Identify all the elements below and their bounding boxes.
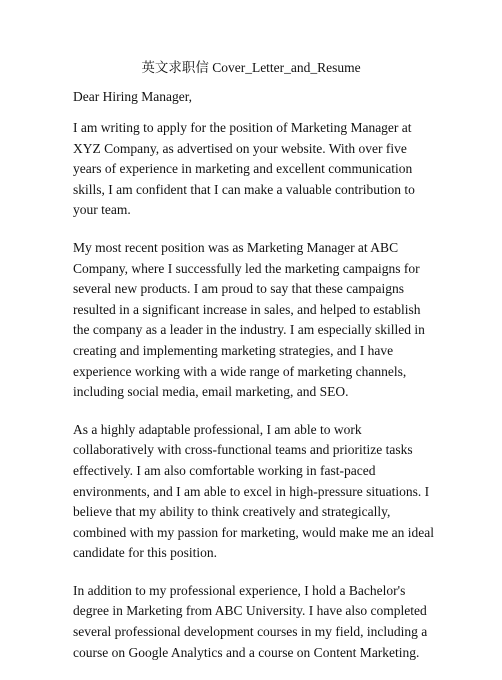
text-line: believe that my ability to think creatively and strategically,	[73, 504, 391, 520]
text-line: Company, where I successfully led the marketing campaigns for	[73, 260, 420, 276]
text-line: environments, and I am able to excel in high-pressure situations. I	[73, 483, 430, 499]
text-line: I am writing to apply for the position of Marketing Manager at	[73, 120, 412, 135]
salutation: Dear Hiring Manager,	[73, 89, 193, 104]
text-line: the company as a leader in the industry. I am especially skilled in	[73, 322, 425, 338]
text-line: several new products. I am proud to say that these campaigns	[73, 281, 405, 297]
text-line: degree in Marketing from ABC University. I have also completed	[73, 603, 427, 619]
paragraph-intro	[73, 118, 435, 221]
text-line: several professional development courses in my field, including a	[73, 624, 428, 640]
text-line: course on Google Analytics and a course on Content Marketing.	[73, 644, 420, 660]
text-line: My most recent position was as Marketing Manager at ABC	[73, 239, 399, 255]
text-line: years of experience in marketing and excellent communication	[73, 161, 413, 177]
paragraph-experience	[73, 238, 435, 403]
text-line: skills, I am confident that I can make a valuable contribution to	[73, 181, 415, 197]
paragraph-adaptability	[73, 420, 435, 564]
text-line: XYZ Company, as advertised on your website. With over five	[73, 140, 407, 156]
text-line: experience working with a wide range of marketing channels,	[73, 363, 407, 379]
text-line: In addition to my professional experience, I hold a Bachelor's	[73, 582, 406, 598]
document-title: 英文求职信 Cover_Letter_and_Resume	[141, 60, 361, 75]
text-line: including social media, email marketing, and SEO.	[73, 384, 349, 400]
paragraph-education	[73, 581, 435, 663]
text-line: creating and implementing marketing strategies, and I have	[73, 342, 394, 358]
text-line: resulted in a significant increase in sales, and helped to establish	[73, 301, 421, 317]
letter-body	[73, 88, 435, 680]
text-line: effectively. I am also comfortable working in fast-paced	[73, 462, 376, 478]
text-line: collaboratively with cross-functional teams and prioritize tasks	[73, 442, 413, 458]
text-line: combined with my passion for marketing, would make me an ideal	[73, 524, 435, 540]
text-line: As a highly adaptable professional, I am able to work	[73, 421, 362, 437]
text-line: your team.	[73, 202, 131, 218]
text-line: candidate for this position.	[73, 545, 217, 561]
